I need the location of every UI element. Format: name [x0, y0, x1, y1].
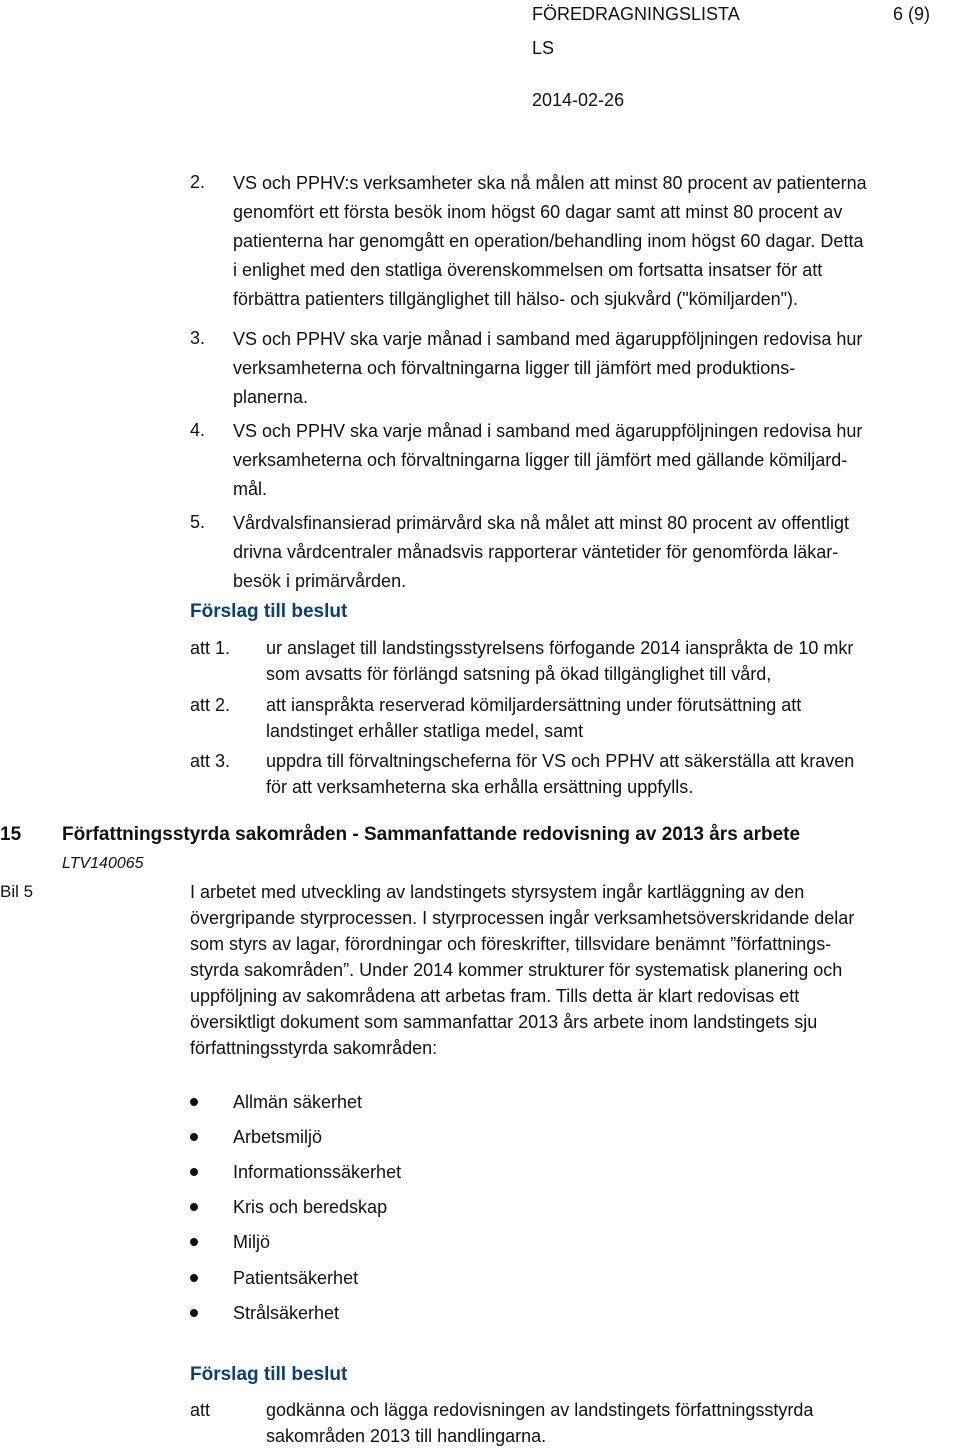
item-line: förbättra patienters tillgänglighet till hälso- och sjukvård ("kömiljarden").: [233, 289, 799, 309]
item-line: genomfört ett första besök inom högst 60 dagar samt att minst 80 procent av: [233, 202, 843, 222]
decision-line: sakområden 2013 till handlingarna.: [266, 1426, 547, 1446]
decision-label: att 2.: [190, 695, 231, 715]
decision-text: [266, 635, 853, 687]
list-item: Strålsäkerhet: [233, 1303, 340, 1323]
section-body: [190, 879, 854, 1061]
bullet-icon: [190, 1309, 198, 1317]
item-line: mål.: [233, 479, 268, 499]
list-item: Allmän säkerhet: [233, 1092, 363, 1112]
case-reference: LTV140065: [62, 855, 144, 872]
decision-line: ur anslaget till landstingsstyrelsens förfogande 2014 ianspråkta de 10 mkr: [266, 638, 854, 658]
item-number: 2.: [190, 172, 206, 192]
list-item: [233, 417, 862, 504]
bullet-icon: [190, 1133, 198, 1141]
item-line: VS och PPHV ska varje månad i samband med ägaruppföljningen redovisa hur: [233, 329, 863, 349]
attachment-label: Bil 5: [0, 882, 34, 901]
item-number: 3.: [190, 328, 206, 348]
list-item: [233, 509, 849, 596]
item-line: planerna.: [233, 387, 309, 407]
list-item: [233, 169, 867, 314]
item-line: VS och PPHV:s verksamheter ska nå målen att minst 80 procent av patienterna: [233, 173, 867, 193]
decision-line: uppdra till förvaltningscheferna för VS och PPHV att säkerställa att kraven: [266, 751, 855, 771]
list-item: Informationssäkerhet: [233, 1162, 402, 1182]
decision-text: [266, 1397, 813, 1449]
org-code: LS: [532, 38, 555, 58]
item-line: VS och PPHV ska varje månad i samband med ägaruppföljningen redovisa hur: [233, 421, 863, 441]
item-line: verksamheterna och förvaltningarna ligger till jämfört med gällande kömiljard-: [233, 450, 848, 470]
decision-line: godkänna och lägga redovisningen av landstingets författningsstyrda: [266, 1400, 814, 1420]
bullet-icon: [190, 1203, 198, 1211]
item-line: Vårdvalsfinansierad primärvård ska nå målet att minst 80 procent av offentligt: [233, 513, 849, 533]
page-number: 6 (9): [893, 4, 931, 24]
item-number: 4.: [190, 420, 206, 440]
bullet-icon: [190, 1098, 198, 1106]
item-line: patienterna har genomgått en operation/behandling inom högst 60 dagar. Detta: [233, 231, 864, 251]
decision-line: landstinget erhåller statliga medel, samt: [266, 721, 584, 741]
list-item: Kris och beredskap: [233, 1197, 388, 1217]
body-line: styrda sakområden”. Under 2014 kommer strukturer för systematisk planering och: [190, 960, 843, 980]
section-number: 15: [0, 824, 22, 845]
body-line: uppföljning av sakområdena att arbetas fram. Tills detta är klart redovisas ett: [190, 986, 800, 1006]
list-item: [233, 325, 862, 412]
decision-line: att ianspråkta reserverad kömiljardersättning under förutsättning att: [266, 695, 802, 715]
decision-label: att 3.: [190, 751, 231, 771]
body-line: som styrs av lagar, förordningar och föreskrifter, tillsvidare benämnt ”författnings-: [190, 934, 832, 954]
list-item: Arbetsmiljö: [233, 1127, 323, 1147]
item-line: verksamheterna och förvaltningarna ligger till jämfört med produktions-: [233, 358, 796, 378]
decision-line: för att verksamheterna ska erhålla ersättning uppfylls.: [266, 777, 694, 797]
bullet-icon: [190, 1168, 198, 1176]
body-line: författningsstyrda sakområden:: [190, 1038, 438, 1058]
doc-title: FÖREDRAGNINGSLISTA: [532, 4, 740, 24]
decision-label: att 1.: [190, 638, 231, 658]
list-item: Patientsäkerhet: [233, 1268, 359, 1288]
proposal-heading: Förslag till beslut: [190, 601, 348, 622]
item-line: i enlighet med den statliga överenskommelsen om fortsatta insatser för att: [233, 260, 823, 280]
doc-date: 2014-02-26: [532, 90, 625, 110]
decision-text: [266, 692, 801, 744]
proposal-heading: Förslag till beslut: [190, 1364, 348, 1385]
section-title: Författningsstyrda sakområden - Sammanfattande redovisning av 2013 års arbete: [62, 824, 801, 845]
body-line: I arbetet med utveckling av landstingets styrsystem ingår kartläggning av den: [190, 882, 805, 902]
bullet-icon: [190, 1238, 198, 1246]
decision-label: att: [190, 1400, 211, 1420]
bullet-icon: [190, 1274, 198, 1282]
body-line: övergripande styrprocessen. I styrprocessen ingår verksamhetsöverskridande delar: [190, 908, 855, 928]
item-line: besök i primärvården.: [233, 571, 407, 591]
decision-text: [266, 748, 854, 800]
list-item: Miljö: [233, 1232, 271, 1252]
item-number: 5.: [190, 512, 206, 532]
decision-line: som avsatts för förlängd satsning på ökad tillgänglighet till vård,: [266, 664, 772, 684]
item-line: drivna vårdcentraler månadsvis rapporterar väntetider för genomförda läkar-: [233, 542, 839, 562]
body-line: översiktligt dokument som sammanfattar 2013 års arbete inom landstingets sju: [190, 1012, 818, 1032]
